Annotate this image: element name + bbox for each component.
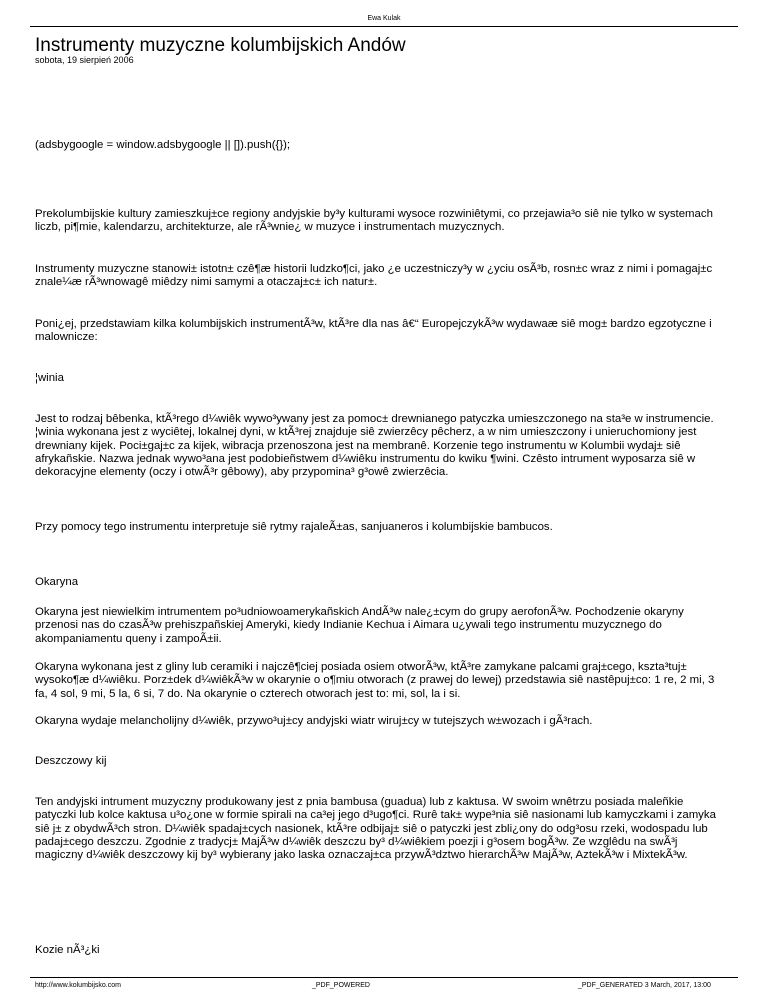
paragraph-intro: Prekolumbijskie kultury zamieszkuj±ce regiony andyjskie by³y kulturami wysoce rozwiniêtymi, co przejawia³o siê nie tylko w systemach liczb, pi¶mie, kalendarzu, architekturze, ale rÃ³wnie¿ w muzyce i instrumentach muzycznych. bbox=[35, 208, 713, 234]
section-heading-kozie-nozki: Kozie nÃ³¿ki bbox=[35, 944, 100, 956]
paragraph-list-intro: Poni¿ej, przedstawiam kilka kolumbijskich instrumentÃ³w, ktÃ³re dla nas â€“ EuropejczykÃ³w wydawaæ siê mog± bardzo egzotyczne i malownicze: bbox=[35, 318, 712, 344]
article-title: Instrumenty muzyczne kolumbijskich Andów bbox=[35, 35, 406, 56]
section-heading-okaryna: Okaryna bbox=[35, 576, 79, 588]
paragraph-swinia-rhythms: Przy pomocy tego instrumentu interpretuje siê rytmy rajaleÃ±as, sanjuaneros i kolumbijskie bambucos. bbox=[35, 521, 553, 533]
page-author: Ewa Kulak bbox=[367, 15, 401, 22]
paragraph-deszczowy-kij: Ten andyjski intrument muzyczny produkowany jest z pnia bambusa (guadua) lub z kaktusa. W swoim wnêtrzu posiada maleñkie patyczki lub kolce kaktusa u³o¿one w formie spirali na ca³ej jego d³ugo¶ci. Rurê tak± wype³nia siê nasionami lub kamyczkami i zamyka siê j± z obydwÃ³ch stron. D¼wiêk spadaj±cych nasionek, ktÃ³re odbijaj± siê o patyczki jest zbli¿ony do odg³osu rzeki, wodospadu lub padaj±cego deszczu. Zgodnie z tradycj± MajÃ³w d¼wiêk deszczu by³ d¼wiêkiem poezji i g³osem bogÃ³w. Ze wzglêdu na swÃ³j magiczny d¼wiêk deszczowy kij by³ wybierany jako laska oznaczaj±ca przywÃ³dztwo hierarchÃ³w MajÃ³w, AztekÃ³w i MixtekÃ³w. bbox=[35, 796, 716, 862]
paragraph-instruments: Instrumenty muzyczne stanowi± istotn± czê¶æ historii ludzko¶ci, jako ¿e uczestniczy³y w ¿yciu osÃ³b, rosn±c wraz z nimi i pomagaj±c znale¼æ rÃ³wnowagê miêdzy nimi samymi a otaczaj±c± ich natur±. bbox=[35, 263, 713, 289]
footer-generated: _PDF_GENERATED 3 March, 2017, 13:00 bbox=[578, 982, 711, 989]
article-date: sobota, 19 sierpień 2006 bbox=[35, 55, 134, 65]
section-heading-deszczowy-kij: Deszczowy kij bbox=[35, 755, 107, 767]
section-heading-swinia: ¦winia bbox=[35, 372, 64, 384]
paragraph-swinia: Jest to rodzaj bêbenka, ktÃ³rego d¼wiêk wywo³ywany jest za pomoc± drewnianego patyczka umieszczonego na sta³e w instrumencie. ¦winia wykonana jest z wyciêtej, lokalnej dyni, w ktÃ³rej znajduje siê zwierzêcy pêcherz, a w nim umieszczony i unieruchomiony jest drewniany kijek. Poci±gaj±c za kijek, wibracja przenoszona jest na membranê. Korzenie tego instrumentu w Kolumbii wydaj± siê afrykañskie. Nazwa jednak wywo³ana jest podobieñstwem d¼wiêku instrumentu do kwiku ¶wini. Czêsto intrument wyposarza siê w dekoracyjne elementy (oczy i otwÃ³r gêbowy), aby przypomina³ g³owê zwierzêcia. bbox=[35, 413, 714, 479]
ad-script-text: (adsbygoogle = window.adsbygoogle || []).push({}); bbox=[35, 139, 291, 151]
top-divider bbox=[30, 26, 738, 27]
paragraph-okaryna-sound: Okaryna wydaje melancholijny d¼wiêk, przywo³uj±cy andyjski wiatr wiruj±cy w tutejszych w±wozach i gÃ³rach. bbox=[35, 715, 593, 727]
footer-powered: _PDF_POWERED bbox=[312, 982, 370, 989]
bottom-divider bbox=[30, 977, 738, 978]
footer-url: http://www.kolumbijsko.com bbox=[35, 982, 121, 989]
paragraph-okaryna-origin: Okaryna jest niewielkim intrumentem po³udniowoamerykañskich AndÃ³w nale¿±cym do grupy aerofonÃ³w. Pochodzenie okaryny przenosi nas do czasÃ³w prehiszpañskiej Ameryki, kiedy Indianie Kechua i Aimara u¿ywali tego instrumentu muzycznego do akompaniamentu queny i zampoÃ±ii. bbox=[35, 606, 684, 645]
paragraph-okaryna-build: Okaryna wykonana jest z gliny lub ceramiki i najczê¶ciej posiada osiem otworÃ³w, ktÃ³re zamykane palcami graj±cego, kszta³tuj± wysoko¶æ d¼wiêku. Porz±dek d¼wiêkÃ³w w okarynie o o¶miu otworach (z prawej do lewej) przedstawia siê nastêpuj±co: 1 re, 2 mi, 3 fa, 4 sol, 9 mi, 5 la, 6 si, 7 do. Na okarynie o czterech otworach jest to: mi, sol, la i si. bbox=[35, 661, 715, 700]
